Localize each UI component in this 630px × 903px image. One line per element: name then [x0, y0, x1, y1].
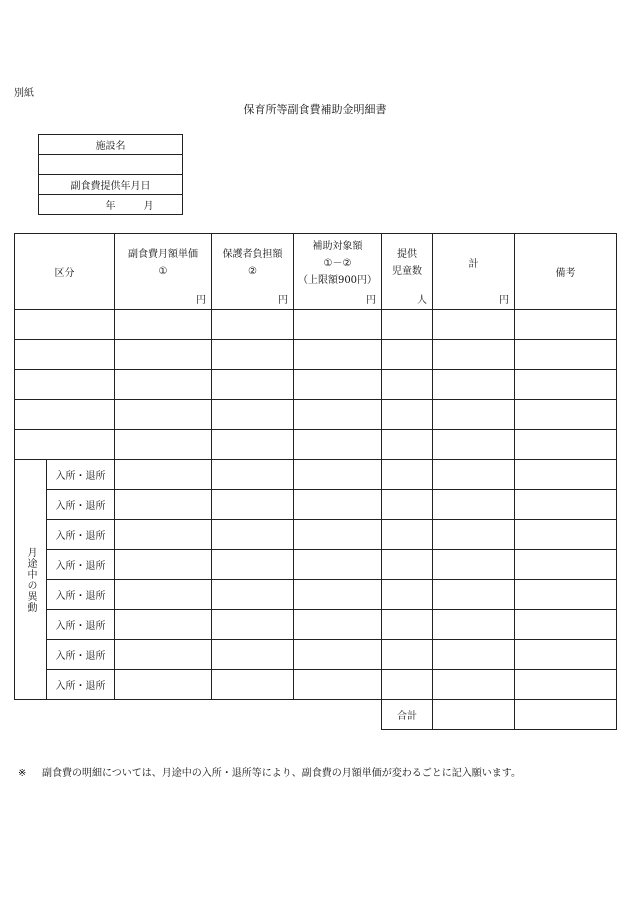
table-row	[15, 490, 617, 520]
category-cell[interactable]	[15, 310, 115, 340]
category-cell[interactable]	[15, 400, 115, 430]
page-title: 保育所等副食費補助金明細書	[243, 103, 387, 116]
mid-month-change-label: 月途中の異動	[15, 460, 47, 700]
subsidy-line3: （上限額900円）	[297, 275, 378, 286]
header-total	[433, 234, 515, 310]
year-char: 年	[105, 201, 116, 212]
footnote	[18, 764, 521, 779]
unit-yen: 円	[196, 295, 206, 306]
category-cell[interactable]	[15, 340, 115, 370]
table-row	[15, 580, 617, 610]
unit-yen: 円	[366, 295, 376, 306]
table-row	[15, 430, 617, 460]
header-unit-price	[115, 234, 212, 310]
entry-exit-label: 入所・退所	[47, 550, 115, 580]
table-row	[15, 670, 617, 700]
category-cell[interactable]	[15, 370, 115, 400]
total-label: 計	[468, 259, 479, 270]
header-children-count	[382, 234, 433, 310]
entry-exit-label: 入所・退所	[47, 610, 115, 640]
attachment-label: 別紙	[14, 88, 34, 99]
entry-exit-label: 入所・退所	[47, 640, 115, 670]
table-row	[15, 370, 617, 400]
facility-name-label: 施設名	[39, 135, 183, 155]
header-remarks: 備考	[515, 234, 617, 310]
unit-price-line2: ①	[158, 266, 168, 277]
facility-name-field[interactable]	[39, 155, 183, 175]
detail-table	[14, 233, 617, 730]
entry-exit-label: 入所・退所	[47, 520, 115, 550]
unit-yen: 円	[278, 295, 288, 306]
guardian-line1: 保護者負担額	[222, 249, 283, 260]
entry-exit-label: 入所・退所	[47, 580, 115, 610]
header-guardian-share	[212, 234, 294, 310]
grand-total-label: 合計	[382, 700, 433, 730]
subsidy-line2: ①－②	[323, 258, 352, 269]
unit-price-line1: 副食費月額単価	[128, 249, 198, 260]
unit-yen: 円	[499, 295, 509, 306]
provision-date-label: 副食費提供年月日	[39, 175, 183, 195]
note-text: 副食費の明細については、月途中の入所・退所等により、副食費の月額単価が変わるごとに記入願います。	[42, 768, 521, 779]
table-row	[15, 310, 617, 340]
entry-exit-label: 入所・退所	[47, 670, 115, 700]
children-line2: 児童数	[392, 266, 422, 277]
facility-table	[38, 134, 183, 215]
grand-total-amount[interactable]	[433, 700, 515, 730]
table-row	[15, 340, 617, 370]
table-row	[15, 610, 617, 640]
header-subsidy-amount	[294, 234, 382, 310]
header-category: 区分	[15, 234, 115, 310]
guardian-line2: ②	[248, 266, 257, 277]
provision-date-field[interactable]	[39, 195, 183, 215]
table-row	[15, 520, 617, 550]
table-row	[15, 550, 617, 580]
children-line1: 提供	[397, 249, 417, 260]
grand-total-remarks[interactable]	[515, 700, 617, 730]
note-mark: ※	[18, 768, 27, 779]
table-row	[15, 640, 617, 670]
table-row	[15, 460, 617, 490]
table-row	[15, 400, 617, 430]
entry-exit-label: 入所・退所	[47, 460, 115, 490]
grand-total-row	[15, 700, 617, 730]
month-char: 月	[143, 201, 154, 212]
entry-exit-label: 入所・退所	[47, 490, 115, 520]
subsidy-line1: 補助対象額	[312, 241, 363, 252]
category-cell[interactable]	[15, 430, 115, 460]
unit-person: 人	[417, 295, 427, 306]
